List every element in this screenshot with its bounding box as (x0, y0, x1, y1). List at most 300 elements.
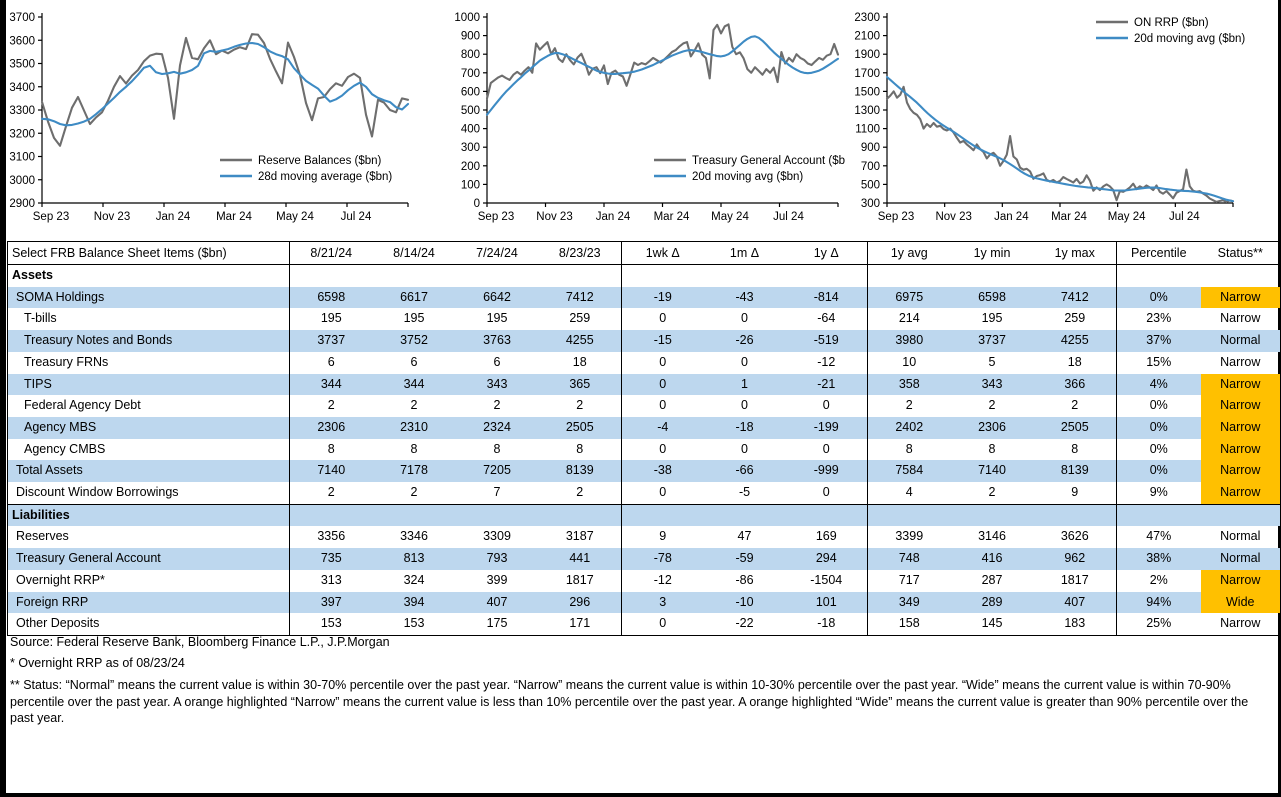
cell-value: 2 (327, 485, 335, 500)
cell-value: 6642 (456, 287, 539, 309)
column-header: 7/24/24 (456, 242, 539, 265)
cell-value: 343 (456, 374, 539, 396)
cell-value: 0 (786, 395, 868, 417)
cell-value: 0 (741, 354, 748, 369)
cell-value: 2 (905, 398, 913, 413)
line-chart-svg (8, 6, 428, 238)
column-header: 8/23/23 (539, 242, 622, 265)
cell-value: 3752 (373, 330, 456, 352)
cell-value: 2306 (290, 417, 373, 439)
cell-value: 962 (1034, 548, 1117, 570)
column-header: 1wk Δ (622, 242, 704, 265)
y-tick-label: 200 (460, 160, 480, 173)
cell-value: 313 (320, 572, 342, 587)
cell-value: 195 (981, 311, 1003, 326)
table-row (8, 460, 1281, 482)
percentile-cell: 38% (1117, 548, 1201, 570)
empty-cell (704, 265, 786, 287)
cell-value: 153 (403, 616, 425, 631)
empty-cell (1201, 504, 1281, 526)
table-row (8, 439, 1281, 461)
y-tick-label: 900 (460, 30, 480, 43)
section-row (8, 504, 1281, 526)
y-tick-label: 3100 (9, 151, 35, 164)
y-tick-label: 3500 (9, 58, 35, 71)
cell-value: 3309 (483, 529, 511, 544)
x-tick-label: May 24 (711, 211, 749, 223)
page-border-bottom (0, 793, 1281, 797)
y-tick-label: 900 (860, 142, 880, 155)
y-tick-label: 300 (860, 198, 880, 210)
y-tick-label: 500 (860, 179, 880, 192)
cell-value: -64 (786, 308, 868, 330)
x-tick-label: Jul 24 (773, 211, 804, 223)
empty-cell (373, 265, 456, 287)
cell-value: 358 (868, 374, 951, 396)
percentile-cell: 94% (1117, 592, 1201, 614)
empty-cell (622, 504, 704, 526)
empty-cell (1201, 265, 1281, 287)
x-tick-label: Jan 24 (994, 211, 1029, 223)
source-note: Source: Federal Reserve Bank, Bloomberg Finance L.P., J.P.Morgan (10, 635, 390, 649)
footnotes (10, 635, 1272, 734)
status-cell: Wide (1201, 592, 1281, 614)
cell-value: -86 (735, 572, 754, 587)
row-label: Agency MBS (8, 417, 290, 439)
empty-cell (1034, 504, 1117, 526)
y-tick-label: 700 (460, 67, 480, 80)
x-tick-label: Jul 24 (1168, 211, 1200, 223)
chart-reserve-balances (8, 6, 428, 243)
overnight-rrp-asof-note: * Overnight RRP as of 08/23/24 (10, 656, 185, 670)
cell-value: -814 (786, 287, 868, 309)
cell-value: -59 (704, 548, 786, 570)
row-label: Treasury General Account (8, 548, 290, 570)
cell-value: 175 (486, 616, 508, 631)
cell-value: 3 (622, 592, 704, 614)
y-tick-label: 400 (460, 123, 480, 136)
cell-value: 3763 (456, 330, 539, 352)
percentile-cell: 9% (1149, 485, 1168, 500)
cell-value: 2 (539, 482, 622, 504)
empty-cell (868, 265, 951, 287)
x-tick-label: Nov 23 (93, 211, 131, 223)
cell-value: 10 (902, 354, 917, 369)
cell-value: 8 (410, 441, 418, 456)
percentile-cell: 0% (1117, 287, 1201, 309)
table-row (8, 592, 1281, 614)
row-label: Other Deposits (8, 613, 290, 635)
y-tick-label: 3700 (9, 12, 35, 24)
empty-cell (456, 265, 539, 287)
cell-value: -4 (622, 417, 704, 439)
status-cell: Normal (1201, 548, 1281, 570)
cell-value: 407 (1034, 592, 1117, 614)
cell-value: 344 (290, 374, 373, 396)
cell-value: 1817 (539, 570, 622, 592)
cell-value: 3980 (868, 330, 951, 352)
cell-value: 18 (539, 352, 622, 374)
cell-value: -21 (786, 374, 868, 396)
cell-value: 0 (741, 311, 748, 326)
section-row (8, 265, 1281, 287)
cell-value: -18 (704, 417, 786, 439)
y-tick-label: 2100 (854, 30, 880, 43)
cell-value: 3399 (895, 529, 924, 544)
cell-value: 365 (539, 374, 622, 396)
cell-value: 6 (493, 354, 501, 369)
cell-value: 7 (493, 485, 501, 500)
on-rrp-series-line (887, 87, 1233, 202)
cell-value: 6 (410, 354, 418, 369)
cell-value: 0 (659, 616, 667, 631)
legend-label: 20d moving avg ($bn) (692, 171, 804, 183)
cell-value: 2 (410, 398, 418, 413)
cell-value: 2505 (1034, 417, 1117, 439)
cell-value: 0 (659, 311, 667, 326)
cell-value: 2 (988, 398, 996, 413)
x-tick-label: Jan 24 (595, 211, 631, 223)
empty-cell (786, 265, 868, 287)
y-tick-label: 700 (860, 160, 880, 173)
cell-value: 153 (320, 616, 342, 631)
cell-value: 2324 (456, 417, 539, 439)
cell-value: 158 (898, 616, 920, 631)
empty-cell (290, 504, 373, 526)
cell-value: 7412 (1034, 287, 1117, 309)
cell-value: 6975 (868, 287, 951, 309)
table-row (8, 308, 1281, 330)
y-tick-label: 2300 (854, 12, 880, 24)
cell-value: 4 (905, 485, 913, 500)
cell-value: 8 (539, 439, 622, 461)
cell-value: 0 (786, 439, 868, 461)
cell-value: 3356 (317, 529, 346, 544)
status-cell: Narrow (1220, 616, 1261, 631)
chart-treasury-general-account (428, 6, 845, 243)
y-tick-label: 600 (460, 86, 480, 99)
empty-cell (704, 504, 786, 526)
status-cell: Normal (1201, 330, 1281, 352)
empty-cell (456, 504, 539, 526)
column-header: 1m Δ (704, 242, 786, 265)
balance-sheet-table (7, 241, 1281, 636)
table-row (8, 613, 1281, 635)
column-header: 1y Δ (786, 242, 868, 265)
percentile-cell: 37% (1117, 330, 1201, 352)
cell-value: 183 (1034, 613, 1117, 635)
x-tick-label: Nov 23 (935, 211, 972, 223)
cell-value: 8 (1034, 439, 1117, 461)
table-row (8, 482, 1281, 504)
percentile-cell: 25% (1146, 616, 1172, 631)
cell-value: 214 (898, 311, 920, 326)
table-row (8, 570, 1281, 592)
empty-cell (951, 265, 1034, 287)
status-cell: Narrow (1201, 570, 1281, 592)
row-label: SOMA Holdings (8, 287, 290, 309)
y-tick-label: 3600 (9, 35, 35, 48)
row-label: Foreign RRP (8, 592, 290, 614)
cell-value: 296 (539, 592, 622, 614)
cell-value: 101 (786, 592, 868, 614)
cell-value: 0 (741, 398, 748, 413)
y-tick-label: 1700 (854, 67, 880, 80)
percentile-cell: 2% (1149, 572, 1168, 587)
cell-value: 7412 (539, 287, 622, 309)
row-label: Discount Window Borrowings (8, 482, 290, 504)
status-cell: Narrow (1201, 395, 1281, 417)
cell-value: -5 (738, 485, 751, 500)
cell-value: 3187 (539, 526, 622, 548)
legend-label: 20d moving avg ($bn) (1134, 33, 1246, 45)
table-row (8, 417, 1281, 439)
empty-cell (951, 504, 1034, 526)
cell-value: 793 (456, 548, 539, 570)
empty-cell (1117, 265, 1201, 287)
status-cell: Normal (1220, 529, 1261, 544)
row-label: Overnight RRP* (8, 570, 290, 592)
y-tick-label: 2900 (9, 198, 35, 210)
cell-value: 195 (320, 311, 342, 326)
cell-value: -78 (622, 548, 704, 570)
empty-cell (622, 265, 704, 287)
cell-value: 145 (981, 616, 1003, 631)
cell-value: 2 (539, 395, 622, 417)
y-tick-label: 100 (460, 179, 480, 192)
table-row (8, 330, 1281, 352)
percentile-cell: 0% (1117, 460, 1201, 482)
cell-value: 6 (327, 354, 335, 369)
table-row (8, 526, 1281, 548)
cell-value: -19 (622, 287, 704, 309)
cell-value: 3737 (951, 330, 1034, 352)
y-tick-label: 800 (460, 49, 480, 62)
status-cell: Narrow (1220, 311, 1261, 326)
reserve-balances-series-line (42, 34, 408, 146)
cell-value: 349 (868, 592, 951, 614)
cell-value: 0 (786, 482, 868, 504)
table-row (8, 395, 1281, 417)
cell-value: 2402 (868, 417, 951, 439)
cell-value: 2 (988, 485, 996, 500)
x-tick-label: May 24 (1107, 211, 1146, 223)
cell-value: 3146 (978, 529, 1006, 544)
empty-cell (1117, 504, 1201, 526)
y-tick-label: 3200 (9, 128, 35, 141)
table-row (8, 548, 1281, 570)
cell-value: -199 (786, 417, 868, 439)
cell-value: 2310 (373, 417, 456, 439)
cell-value: 0 (659, 354, 667, 369)
x-tick-label: Jul 24 (340, 211, 372, 223)
cell-value: -1504 (786, 570, 868, 592)
cell-value: -18 (786, 613, 868, 635)
cell-value: -38 (622, 460, 704, 482)
cell-value: 3626 (1034, 526, 1117, 548)
cell-value: 8 (905, 441, 913, 456)
table-header-row (8, 242, 1281, 265)
cell-value: 3737 (290, 330, 373, 352)
cell-value: 287 (981, 572, 1003, 587)
cell-value: 2 (1034, 395, 1117, 417)
cell-value: 416 (951, 548, 1034, 570)
cell-value: 0 (741, 441, 748, 456)
cell-value: 407 (456, 592, 539, 614)
column-header: 1y avg (868, 242, 951, 265)
cell-value: -519 (786, 330, 868, 352)
cell-value: -22 (735, 616, 754, 631)
cell-value: 18 (1034, 352, 1117, 374)
empty-cell (290, 265, 373, 287)
line-chart-svg (428, 6, 845, 238)
column-header: Select FRB Balance Sheet Items ($bn) (8, 242, 290, 265)
column-header: 1y max (1034, 242, 1117, 265)
row-label: Federal Agency Debt (8, 395, 290, 417)
x-tick-label: May 24 (276, 211, 314, 223)
cell-value: 1817 (1034, 570, 1117, 592)
row-label: Total Assets (8, 460, 290, 482)
y-tick-label: 3300 (9, 105, 35, 117)
cell-value: 195 (403, 311, 425, 326)
cell-value: 259 (539, 308, 622, 330)
x-tick-label: Sep 23 (477, 211, 515, 223)
percentile-cell: 0% (1149, 398, 1168, 413)
cell-value: 748 (868, 548, 951, 570)
cell-value: 2 (493, 398, 501, 413)
cell-value: -43 (704, 287, 786, 309)
page-border-left (0, 0, 6, 797)
cell-value: 9 (1034, 482, 1117, 504)
cell-value: 5 (988, 354, 996, 369)
status-cell: Narrow (1201, 417, 1281, 439)
cell-value: 0 (659, 485, 667, 500)
cell-value: 8 (988, 441, 996, 456)
column-header: 8/14/24 (373, 242, 456, 265)
percentile-cell: 0% (1117, 417, 1201, 439)
cell-value: 289 (951, 592, 1034, 614)
cell-value: -15 (622, 330, 704, 352)
percentile-cell: 15% (1146, 354, 1172, 369)
column-header: 8/21/24 (290, 242, 373, 265)
cell-value: 735 (290, 548, 373, 570)
cell-value: 717 (898, 572, 920, 587)
cell-value: 441 (539, 548, 622, 570)
cell-value: 259 (1034, 308, 1117, 330)
x-tick-label: Jan 24 (155, 211, 191, 223)
empty-cell (868, 504, 951, 526)
y-tick-label: 3400 (9, 81, 35, 94)
row-label: Treasury Notes and Bonds (8, 330, 290, 352)
cell-value: 813 (373, 548, 456, 570)
cell-value: 6617 (373, 287, 456, 309)
reserve-balances-series-line (42, 43, 408, 125)
cell-value: 9 (659, 529, 667, 544)
cell-value: 1 (704, 374, 786, 396)
table-row (8, 352, 1281, 374)
status-definition-note: ** Status: “Normal” means the current value is within 30-70% percentile over the past year. “Narrow” means the current value is within 10-30% percentile over the past year. “Wide” means the current value is within 70-90% percentile over the past year. A orange highlighted “Narrow” means the current value is less than 10% percentile over the past year. A orange highlighted “Wide” means the current value is greater than 90% percentile over the past year. (10, 678, 1249, 725)
cell-value: -66 (704, 460, 786, 482)
cell-value: 4255 (539, 330, 622, 352)
cell-value: 8139 (1034, 460, 1117, 482)
cell-value: 2 (410, 485, 418, 500)
cell-value: -999 (786, 460, 868, 482)
cell-value: 7584 (868, 460, 951, 482)
cell-value: 7140 (951, 460, 1034, 482)
cell-value: 171 (539, 613, 622, 635)
empty-cell (373, 504, 456, 526)
cell-value: 7205 (456, 460, 539, 482)
y-tick-label: 0 (473, 198, 480, 210)
row-label: Treasury FRNs (8, 352, 290, 374)
chart-on-rrp (846, 6, 1278, 243)
legend-label: Reserve Balances ($bn) (258, 155, 382, 167)
cell-value: 2505 (539, 417, 622, 439)
cell-value: 3346 (400, 529, 428, 544)
cell-value: 397 (290, 592, 373, 614)
cell-value: 2 (327, 398, 335, 413)
table-row (8, 287, 1281, 309)
cell-value: -10 (704, 592, 786, 614)
cell-value: 7178 (373, 460, 456, 482)
cell-value: -26 (704, 330, 786, 352)
status-cell: Narrow (1220, 354, 1261, 369)
y-tick-label: 3000 (9, 174, 35, 187)
section-label: Assets (8, 265, 290, 287)
cell-value: 169 (786, 526, 868, 548)
y-tick-label: 300 (460, 142, 480, 155)
cell-value: 0 (622, 374, 704, 396)
empty-cell (1034, 265, 1117, 287)
cell-value: 6598 (290, 287, 373, 309)
column-header: Percentile (1117, 242, 1201, 265)
line-chart-svg (846, 6, 1278, 238)
y-tick-label: 500 (460, 105, 480, 117)
row-label: T-bills (8, 308, 290, 330)
legend-label: 28d moving average ($bn) (258, 171, 393, 183)
empty-cell (539, 265, 622, 287)
y-tick-label: 1900 (854, 49, 880, 62)
cell-value: 7140 (290, 460, 373, 482)
cell-value: 294 (786, 548, 868, 570)
empty-cell (539, 504, 622, 526)
cell-value: 8 (493, 441, 501, 456)
status-cell: Narrow (1201, 374, 1281, 396)
cell-value: 399 (486, 572, 508, 587)
cell-value: 4255 (1034, 330, 1117, 352)
on-rrp-series-line (887, 77, 1233, 201)
y-tick-label: 1300 (854, 105, 880, 117)
x-tick-label: Sep 23 (877, 211, 915, 223)
status-cell: Narrow (1201, 482, 1281, 504)
cell-value: 2306 (951, 417, 1034, 439)
row-label: Agency CMBS (8, 439, 290, 461)
row-label: TIPS (8, 374, 290, 396)
y-tick-label: 1000 (454, 12, 480, 24)
x-tick-label: Nov 23 (536, 211, 573, 223)
y-tick-label: 1100 (855, 123, 880, 136)
percentile-cell: 4% (1117, 374, 1201, 396)
cell-value: 47 (737, 529, 752, 544)
table-row (8, 374, 1281, 396)
cell-value: -12 (786, 352, 868, 374)
cell-value: 0 (659, 441, 667, 456)
status-cell: Narrow (1201, 439, 1281, 461)
x-tick-label: Mar 24 (1051, 211, 1087, 223)
section-label: Liabilities (8, 504, 290, 526)
empty-cell (786, 504, 868, 526)
x-tick-label: Mar 24 (653, 211, 690, 223)
